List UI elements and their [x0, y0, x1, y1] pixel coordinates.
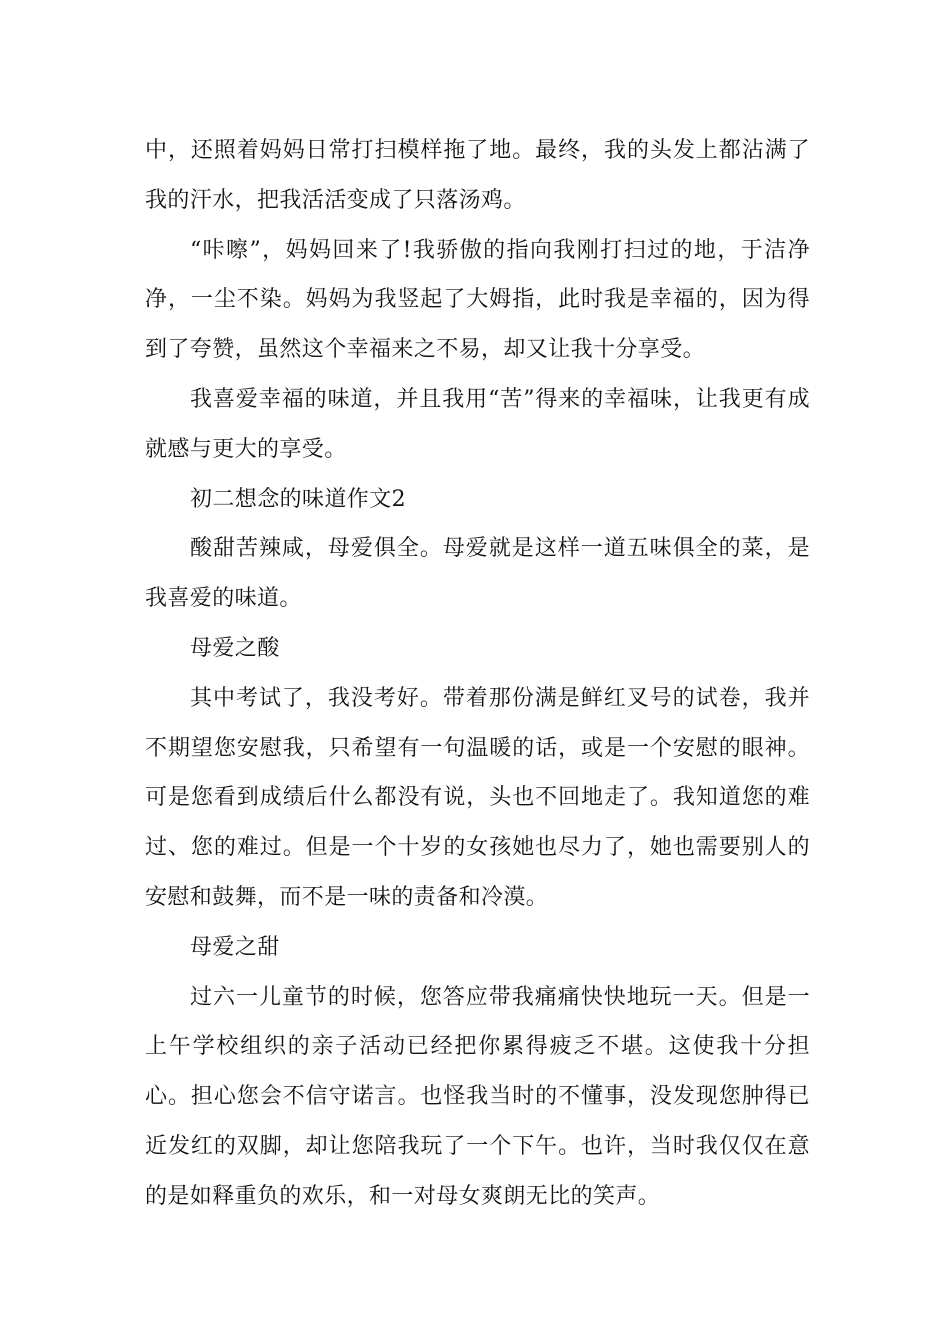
essay-title: 初二想念的味道作文2: [190, 486, 406, 512]
section-heading-sweet: 母爱之甜: [190, 934, 280, 960]
document-body: [145, 126, 810, 1222]
paragraph-five-flavors: 酸甜苦辣咸，母爱俱全。母爱就是这样一道五味俱全的菜，是我喜爱的味道。: [145, 536, 810, 612]
paragraph-continuation: 中，还照着妈妈日常打扫模样拖了地。最终，我的头发上都沾满了我的汗水，把我活活变成了只落汤鸡。: [145, 138, 810, 213]
paragraph-sweet: 过六一儿童节的时候，您答应带我痛痛快快地玩一天。但是一上午学校组织的亲子活动已经把你累得疲乏不堪。这使我十分担心。担心您会不信守诺言。也怪我当时的不懂事，没发现您肿得已近发红的双脚，却让您陪我玩了一个下午。也许，当时我仅仅在意的是如释重负的欢乐，和一对母女爽朗无比的笑声。: [145, 984, 810, 1209]
section-heading-sour: 母爱之酸: [190, 635, 280, 661]
paragraph-love-happiness: 我喜爱幸福的味道，并且我用“苦”得来的幸福味，让我更有成就感与更大的享受。: [145, 386, 810, 462]
paragraph-mom-returns: “咔嚓”，妈妈回来了!我骄傲的指向我刚打扫过的地，于洁净净，一尘不染。妈妈为我竖起了大姆指，此时我是幸福的，因为得到了夸赞，虽然这个幸福来之不易，却又让我十分享受。: [145, 237, 810, 363]
paragraph-sour: 其中考试了，我没考好。带着那份满是鲜红叉号的试卷，我并不期望您安慰我，只希望有一句温暖的话，或是一个安慰的眼神。可是您看到成绩后什么都没有说，头也不回地走了。我知道您的难过、您的难过。但是一个十岁的女孩她也尽力了，她也需要别人的安慰和鼓舞，而不是一味的责备和冷漠。: [145, 685, 810, 910]
